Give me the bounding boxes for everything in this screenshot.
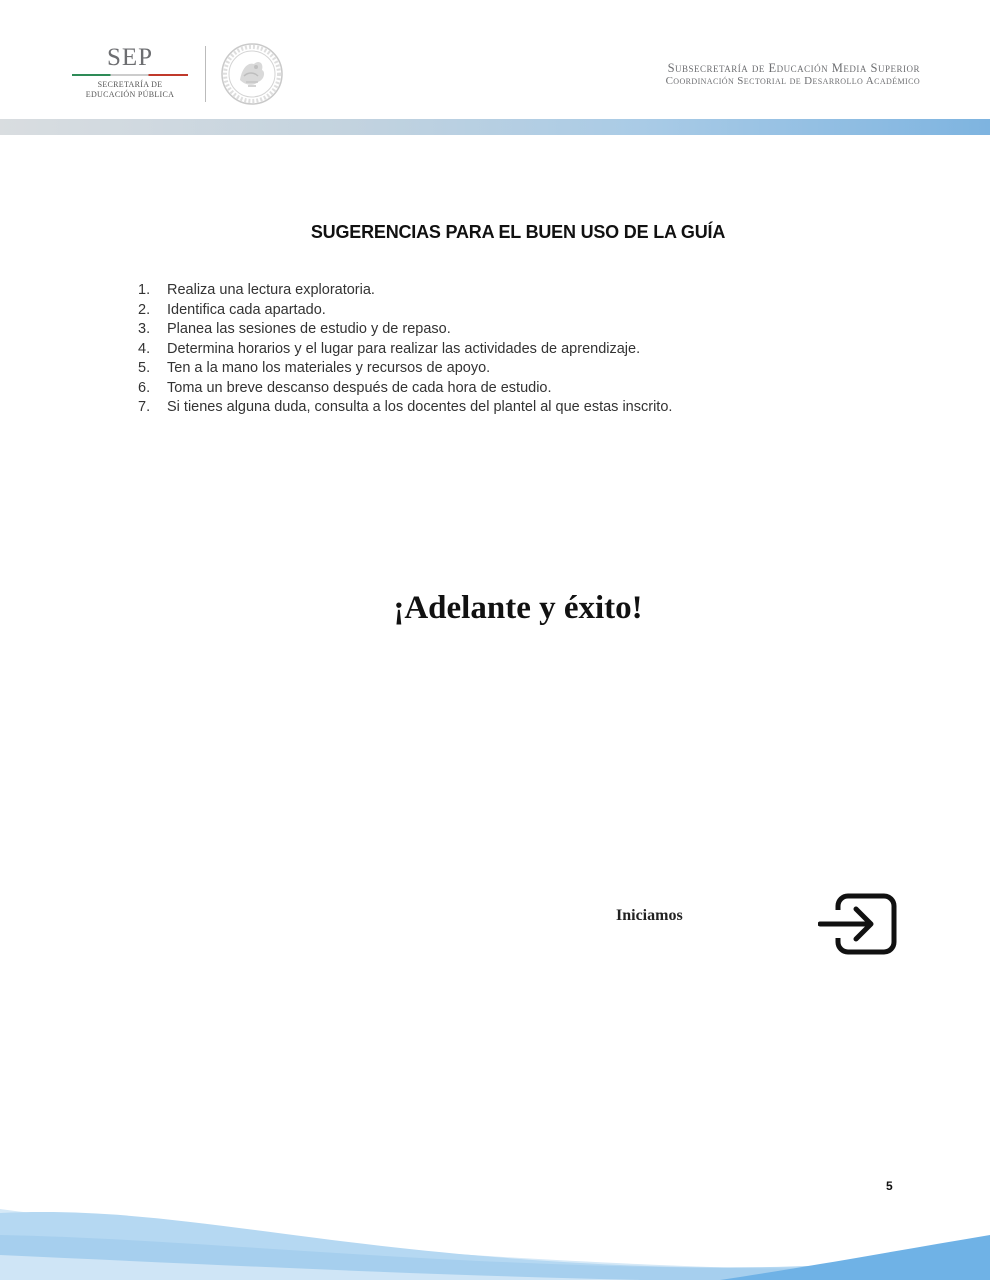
list-item-text: Identifica cada apartado. <box>167 301 326 318</box>
page-number: 5 <box>886 1179 893 1193</box>
header-institution <box>666 61 920 87</box>
header-institution-line2: Coordinación Sectorial de Desarrollo Académico <box>665 75 920 87</box>
list-item-text: Planea las sesiones de estudio y de repaso. <box>167 321 451 337</box>
list-item-number: 5. <box>138 360 151 376</box>
logo-divider <box>205 46 206 102</box>
footer-wave <box>0 1195 990 1280</box>
sep-logo <box>70 44 190 104</box>
list-item <box>138 340 838 360</box>
list-item-number: 6. <box>138 379 151 396</box>
list-item-number: 7. <box>138 399 151 415</box>
list-item <box>138 379 838 399</box>
list-item <box>138 359 838 379</box>
list-item <box>138 398 838 418</box>
list-item <box>138 301 838 321</box>
list-item-number: 1. <box>138 282 151 298</box>
sep-logo-rule <box>72 74 188 76</box>
list-item-number: 3. <box>138 321 151 337</box>
header-color-bar <box>0 119 990 135</box>
header-institution-line1: Subsecretaría de Educación Media Superior <box>667 61 920 75</box>
start-label: Iniciamos <box>616 907 683 924</box>
enter-arrow-icon[interactable] <box>818 892 900 956</box>
list-item-number: 2. <box>138 301 151 318</box>
motto-heading: ¡Adelante y éxito! <box>393 590 643 626</box>
list-item-text: Determina horarios y el lugar para realizar las actividades de aprendizaje. <box>167 340 641 357</box>
sep-logo-line1: SECRETARÍA DE <box>97 80 163 89</box>
sep-logo-line2: EDUCACIÓN PÚBLICA <box>85 90 175 99</box>
list-item-text: Toma un breve descanso después de cada hora de estudio. <box>167 379 552 396</box>
page-title: SUGERENCIAS PARA EL BUEN USO DE LA GUÍA <box>310 222 726 242</box>
list-item <box>138 281 838 301</box>
list-item <box>138 320 838 340</box>
page-header <box>0 0 990 140</box>
sep-logo-word: SEP <box>106 44 154 71</box>
suggestions-list <box>138 281 838 418</box>
mexican-coat-of-arms-icon <box>220 42 284 106</box>
list-item-text: Si tienes alguna duda, consulta a los docentes del plantel al que estas inscrito. <box>167 399 673 415</box>
list-item-text: Realiza una lectura exploratoria. <box>167 282 375 298</box>
list-item-number: 4. <box>138 340 151 357</box>
list-item-text: Ten a la mano los materiales y recursos de apoyo. <box>167 360 491 376</box>
